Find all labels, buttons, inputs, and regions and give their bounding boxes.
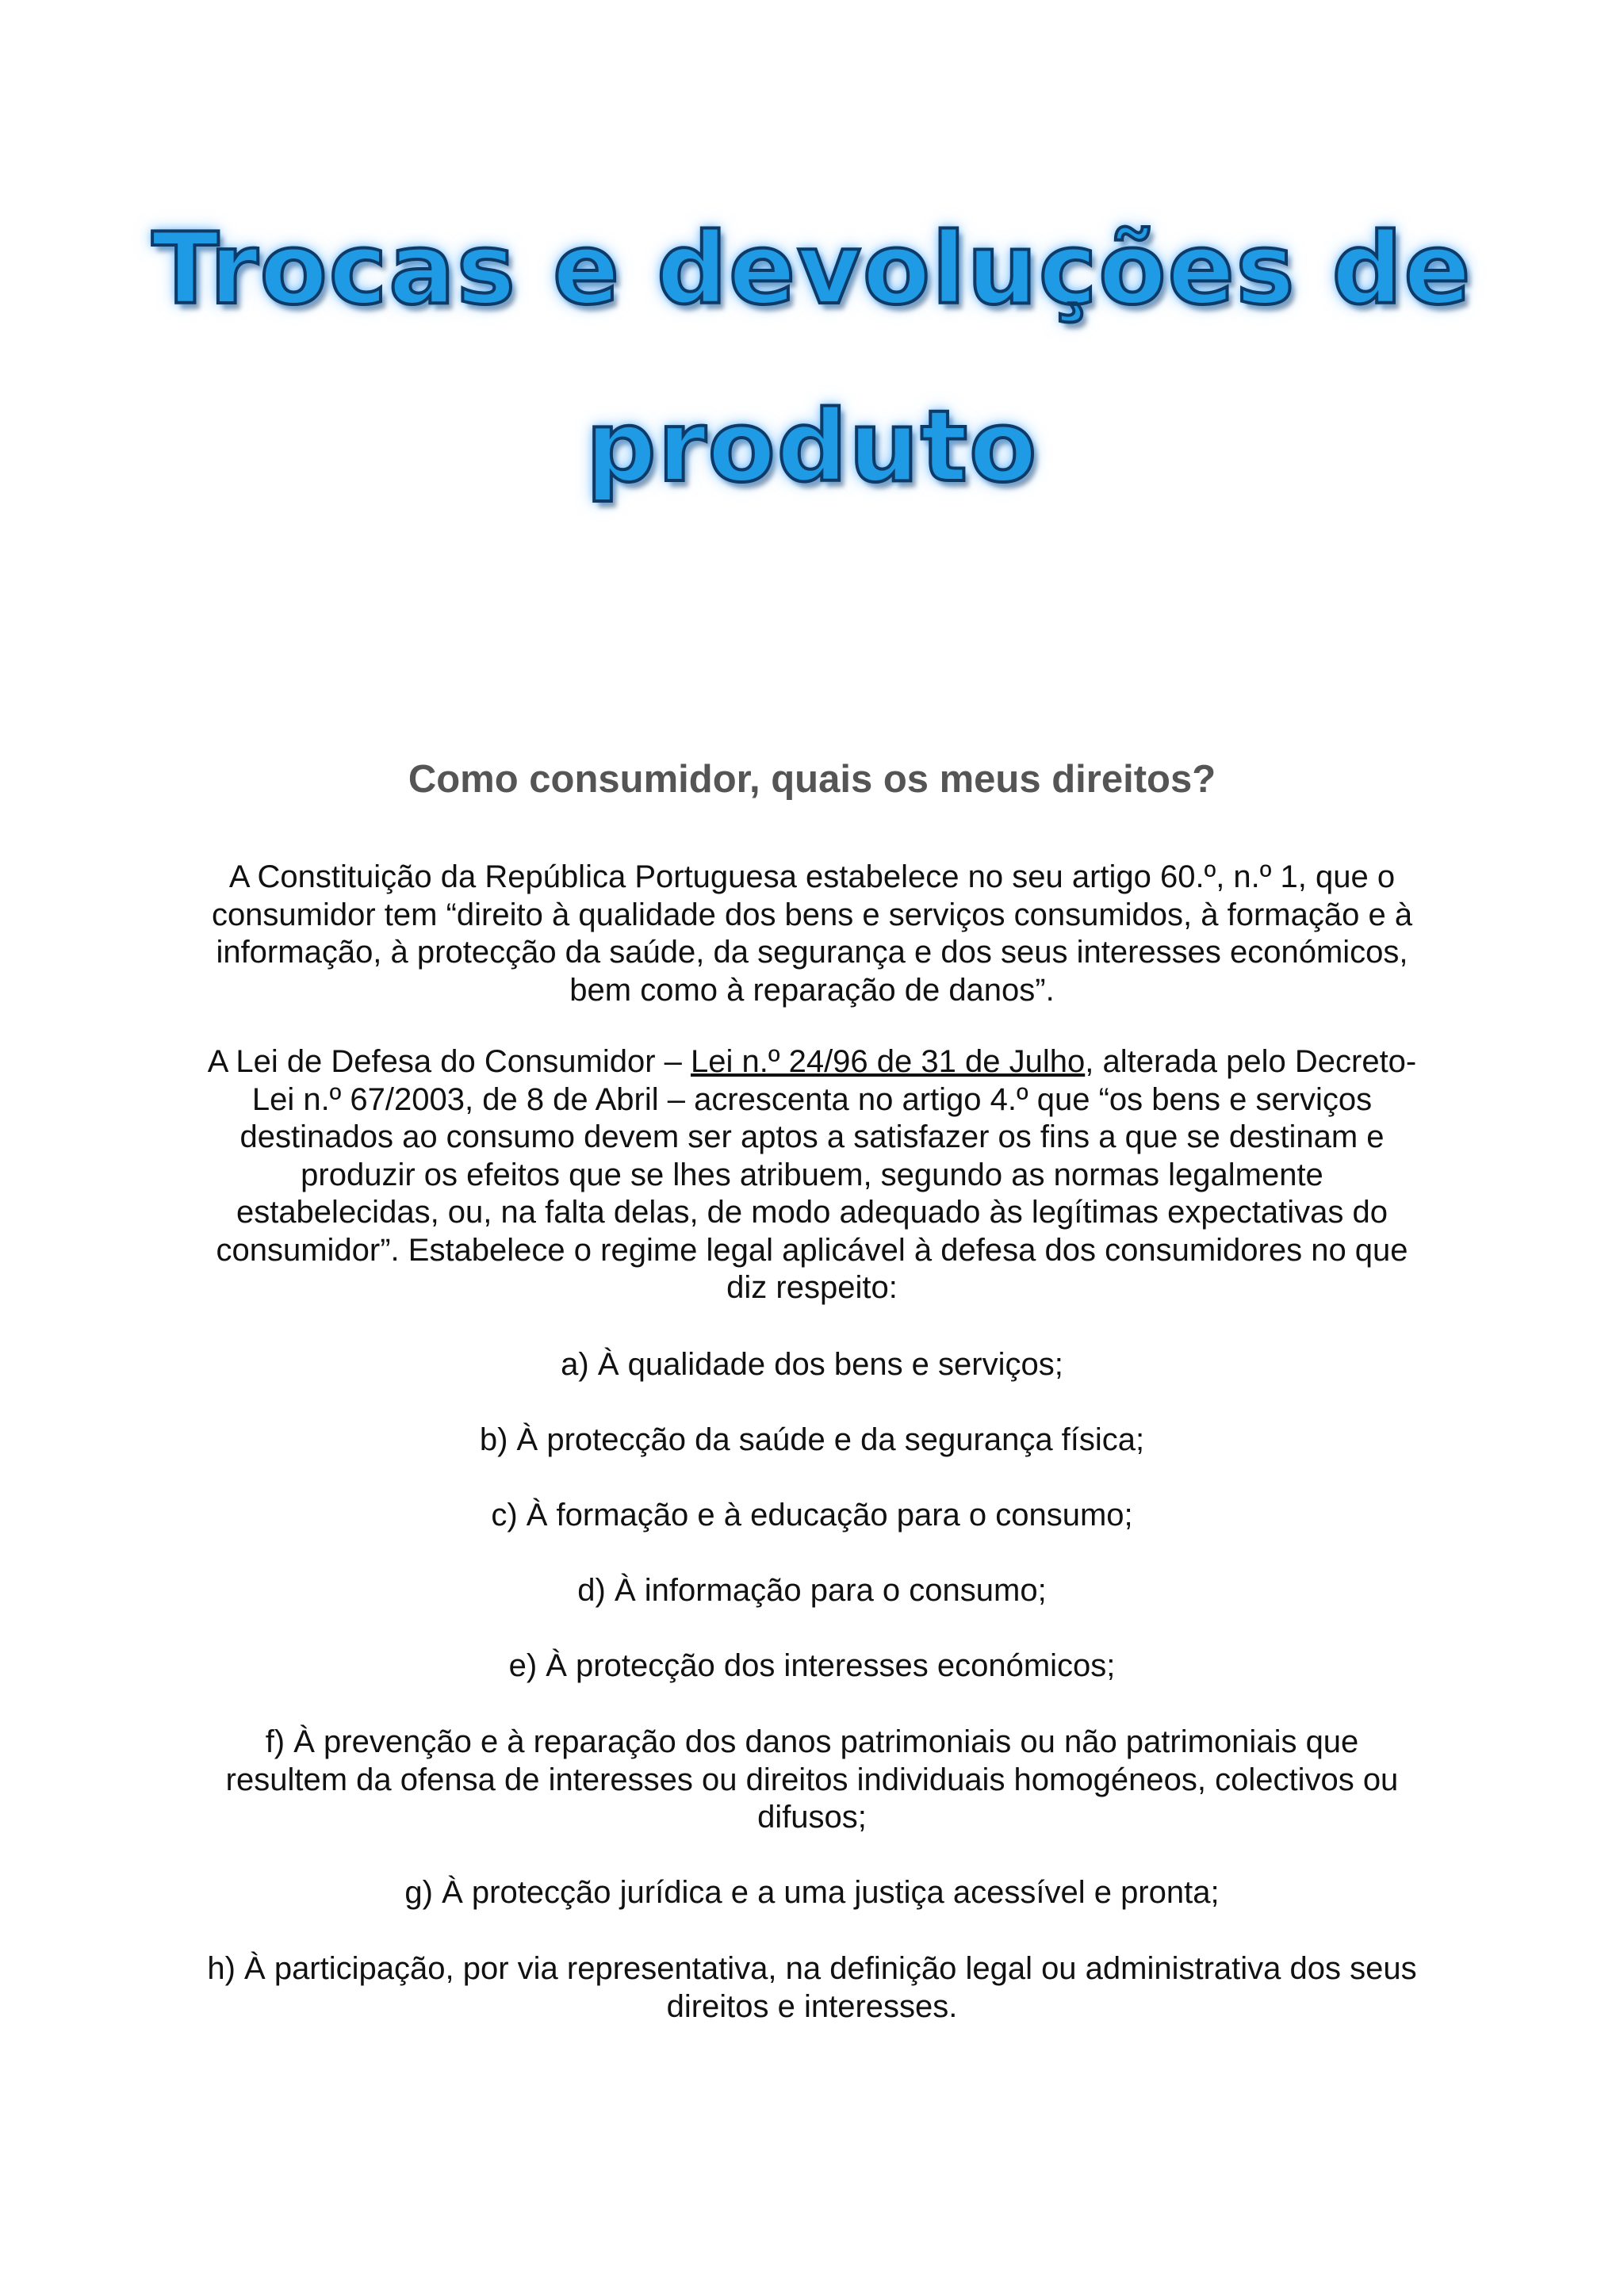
list-item-c: c) À formação e à educação para o consumo; xyxy=(491,1498,1133,1533)
section-heading: Como consumidor, quais os meus direitos? xyxy=(408,758,1216,801)
list-item-h: h) À participação, por via representativa, na definição legal ou administrativa dos seus direitos e interesses. xyxy=(207,1951,1417,2024)
paragraph-consumer-law-body: , alterada pelo Decreto-Lei n.º 67/2003, de 8 de Abril – acrescenta no artigo 4.º que “os bens e serviços destinados ao consumo devem ser aptos a satisfazer os fins a que se destinam e produzir os efeitos que se lhes atribuem, segundo as normas legalmente estabelecidas, ou, na falta delas, de modo adequado às legítimas expectativas do consumidor”. Estabelece o regime legal aplicável à defesa dos consumidores no que diz respeito: xyxy=(216,1044,1417,1305)
law-reference-link[interactable]: Lei n.º 24/96 de 31 de Julho xyxy=(691,1044,1086,1079)
list-item-b: b) À protecção da saúde e da segurança física; xyxy=(479,1422,1145,1457)
paragraph-consumer-law-intro: A Lei de Defesa do Consumidor – xyxy=(207,1044,691,1079)
list-item-d: d) À informação para o consumo; xyxy=(577,1573,1047,1608)
page-title-line-2: produto xyxy=(585,390,1039,504)
page-title-line-1: Trocas e devoluções de xyxy=(151,212,1473,327)
paragraph-constitution: A Constituição da República Portuguesa estabelece no seu artigo 60.º, n.º 1, que o consumidor tem “direito à qualidade dos bens e serviços consumidos, à formação e à informação, à protecção da saúde, da segurança e dos seus interesses económicos, bem como à reparação de danos”. xyxy=(211,859,1413,1008)
list-item-e: e) À protecção dos interesses económicos; xyxy=(508,1648,1116,1683)
list-item-a: a) À qualidade dos bens e serviços; xyxy=(561,1347,1063,1382)
list-item-f: f) À prevenção e à reparação dos danos patrimoniais ou não patrimoniais que resultem da ofensa de interesses ou direitos individuais homogéneos, colectivos ou difusos; xyxy=(225,1724,1399,1835)
list-item-g: g) À protecção jurídica e a uma justiça acessível e pronta; xyxy=(404,1875,1220,1910)
paragraph-consumer-law xyxy=(206,1043,1418,1307)
